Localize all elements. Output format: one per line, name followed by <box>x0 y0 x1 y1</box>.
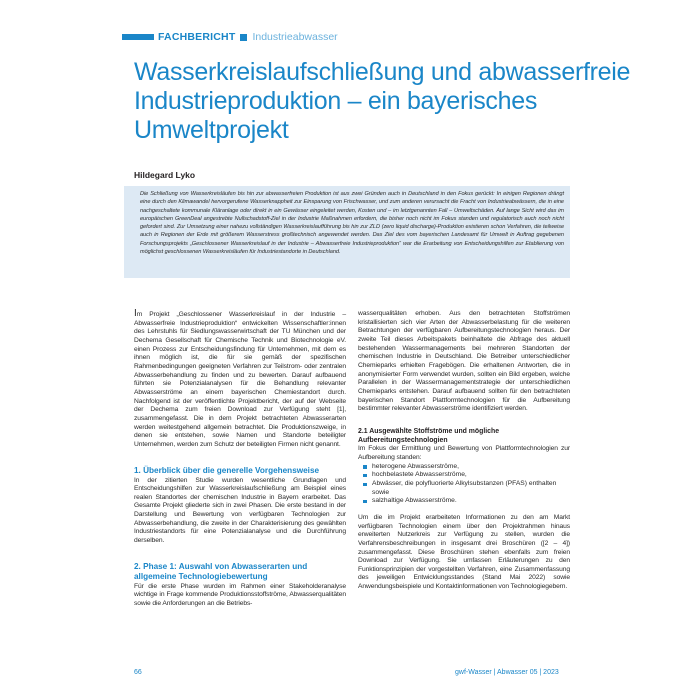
subsection-2-1-heading: 2.1 Ausgewählte Stoffströme und mögliche Aufbereitungstechnologien <box>358 427 500 444</box>
closing-paragraph: Um die im Projekt erarbeiteten Informationen zu den am Markt verfügbaren Technologien einem über den Projektrahmen hinaus erweiterten Nutzerkreis zur Verfügung zu stellen, wurden die Verfahrensbeschreibungen in insgesamt drei Broschüren ([2 – 4]) zusammengefasst. Diese Broschüren stehen ebenfalls zum freien Download zur Verfügung. Sie umfassen Erläuterungen zu den Funktionsprinzipien der vorgestellten Verfahren, eine Zusammenfassung des jeweiligen Entwicklungsstandes (Stand Mai 2022) sowie Anwendungsbeispiele und Kontaktinformationen von Technologiegebern. <box>358 513 570 591</box>
rubric-header <box>122 30 338 44</box>
subsection-intro: Im Fokus der Ermittlung und Bewertung von Plattformtechnologien zur Aufbereitung standen: <box>358 445 570 461</box>
rubric-square-icon <box>240 34 247 41</box>
left-column <box>134 310 346 609</box>
abstract-text: Die Schließung von Wasserkreisläufen bis hin zur abwasserfreien Produktion ist aus zwei Gründen auch in Deutschland in den Fokus gerückt: In einigen Regionen drängt eine durch den Klimawandel hervorgerufene Wasserknappheit zur Einsparung von Frischwasser, und zum anderen verursacht die Fracht von Industrieabwässern, die in eine nachgeschaltete kommunale Kläranlage oder direkt in ein Gewässer eingeleitet werden, Kosten und – im letztgenannten Fall – Umweltschäden. Auf lange Sicht wird das im europäischen GreenDeal angestrebte Nullschadstoff-Ziel in der Industrie Maßnahmen erfordern, die bisher noch nicht im Fokus standen und regulatorisch auch noch nicht gefordert sind. Zur Umsetzung einer nahezu vollständigen Wasserkreislaufführung bis hin zur ZLD (zero liquid discharge)-Produktion existieren schon Verfahren, die teilweise auch in Regionen der Erde mit größerem Wasserstress großtechnisch angewendet werden. Das Ziel des vom bayerischen Landesamt für Umwelt in Auftrag gegebenen Forschungsprojekts „Geschlossener Wasserkreislauf in der Industrie – Abwasserfreie Industrieproduktion“ war die Erarbeitung von Entscheidungshilfen zur Etablierung von möglichst geschlossenen Wasserkreisläufen für Industriestandorte in Deutschland. <box>140 191 564 256</box>
rubric-bar <box>122 34 154 40</box>
list-item: hochbelastete Abwasserströme, <box>372 471 570 480</box>
page-number: 66 <box>134 669 142 676</box>
intro-paragraph <box>134 310 346 450</box>
section-1-heading: 1. Überblick über die generelle Vorgehensweise <box>134 465 320 475</box>
section-1-text: In der zitierten Studie wurden wesentliche Grundlagen und Entscheidungshilfen zur Wasserkreislaufschließung am Beispiel eines realen Standortes der chemischen Industrie in Bayern erarbeitet. Das Gesamte Projekt gliederte sich in zwei Phasen. Die erste bestand in der Darstellung und Bewertung von verfügbaren Technologien zur Abwasserbehandlung, die zweite in der Charakterisierung des gewählten Industriestandorts für eine Potenzialanalyse und die Durchführung derselben. <box>134 476 346 545</box>
intro-text: m Projekt „Geschlossener Wasserkreislauf in der Industrie – Abwasserfreie Industrieproduktion“ entwickelten Wissenschaftler:innen des Lehrstuhls für Siedlungswasserwirtschaft der TU München und der Dechema Gesellschaft für Chemische Technik und Biotechnologie eV. einen Prozess zur Entscheidungsfindung für Unternehmen, mit dem es ihnen möglich ist, die für sie gemäß der spezifischen Rahmenbedingungen geeigneten Verfahren zur Teilstrom- oder zentralen Abwasserbehandlung zu finden und zu bewerten. Darauf aufbauend führten sie Potenzialanalysen für die Behandlung relevanter Abwasserströme an einem bayerischen Chemiestandort durch. Nachfolgend ist der veröffentlichte Projektbericht, der auf der Webseite der Dechema zum freien Download zur Verfügung steht [1], zusammengefasst. Die in dem Projekt betrachteten Abwasserarten werden weitestgehend allgemein betrachtet. Die Produktionszweige, in denen sie entstehen, sowie Namen und Standorte beteiligter Unternehmen, werden zum Schutz der beteiligten Firmen nicht genannt. <box>134 311 346 448</box>
publication-footer: gwf-Wasser | Abwasser 05 | 2023 <box>455 669 559 676</box>
continued-paragraph: wasserqualitäten erhoben. Aus den betrachteten Stoffströmen kristallisierten sich vier Arten der Abwasserbelastung für die weiteren Betrachtungen der verfügbaren Aufbereitungstechnologien heraus. Der zweite Teil dieses Arbeitspakets beinhaltete die Abfrage des aktuell bestehenden Wassermanagements bei mehreren Standorten der chemischen Industrie in Deutschland. Die Betreiber unterschiedlicher Chemieparks erhielten Fragebögen. Die erhaltenen Antworten, die in anonymisierter Form verwendet wurden, sollten ein Bild ergeben, welche Parallelen in der Wassermanagementstrategie der unterschiedlichen Chemieparks entstehen. Darauf aufbauend sollten für den betrachteten bayerischen Standort Plattformtechnologien für die Aufbereitung bestimmter relevanter Abwasserströme identifiziert werden. <box>358 310 570 413</box>
rubric-label: FACHBERICHT <box>158 31 236 43</box>
abstract-box <box>124 186 570 278</box>
author-name: Hildegard Lyko <box>134 170 196 180</box>
intro-dropcap: I <box>134 308 137 319</box>
category-label: Industrieabwasser <box>252 31 338 43</box>
spacer <box>358 506 570 514</box>
article-title: Wasserkreislaufschließung und abwasserfreie Industrieproduktion – ein bayerisches Umweltprojekt <box>134 58 631 144</box>
list-item: Abwässer, die polyfluorierte Alkylsubstanzen (PFAS) enthalten sowie <box>372 480 570 497</box>
list-item: heterogene Abwasserströme, <box>372 463 570 472</box>
technology-bullet-list <box>358 463 570 506</box>
section-2-text: Für die erste Phase wurden im Rahmen einer Stakeholderanalyse wichtige in Frage kommende Produktionsstoffströme, Abwasserqualitäten sowie die Anforderungen an die Betriebs- <box>134 582 346 608</box>
list-item: salzhaltige Abwasserströme. <box>372 497 570 506</box>
right-column <box>358 310 570 592</box>
section-2-heading: 2. Phase 1: Auswahl von Abwasserarten und allgemeine Technologiebewertung <box>134 561 308 581</box>
